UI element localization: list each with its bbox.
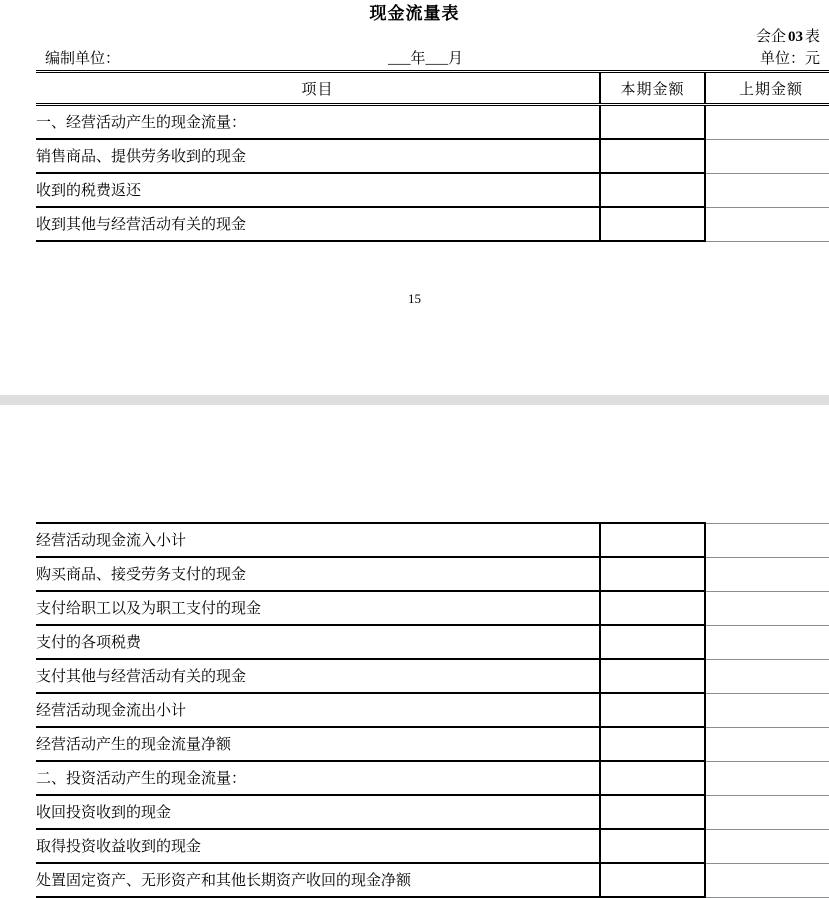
prior-period-amount-cell[interactable] bbox=[705, 761, 829, 795]
line-item-label: 收到其他与经营活动有关的现金 bbox=[36, 207, 600, 241]
line-item-label: 收到的税费返还 bbox=[36, 173, 600, 207]
prior-period-amount-cell[interactable] bbox=[705, 207, 829, 241]
prior-period-amount-cell[interactable] bbox=[705, 727, 829, 761]
line-item-label: 支付的各项税费 bbox=[36, 625, 600, 659]
line-item-label: 销售商品、提供劳务收到的现金 bbox=[36, 139, 600, 173]
line-item-label: 经营活动现金流出小计 bbox=[36, 693, 600, 727]
current-period-amount-cell[interactable] bbox=[600, 659, 705, 693]
line-item-label: 经营活动现金流入小计 bbox=[36, 523, 600, 557]
current-period-amount-cell[interactable] bbox=[600, 557, 705, 591]
table-row bbox=[36, 761, 829, 795]
current-period-amount-cell[interactable] bbox=[600, 105, 705, 140]
line-item-label: 收回投资收到的现金 bbox=[36, 795, 600, 829]
table-row bbox=[36, 523, 829, 557]
prior-period-amount-cell[interactable] bbox=[705, 173, 829, 207]
current-period-amount-cell[interactable] bbox=[600, 139, 705, 173]
table-row bbox=[36, 659, 829, 693]
table-row bbox=[36, 727, 829, 761]
form-code-number: 03 bbox=[787, 29, 803, 45]
table-row bbox=[36, 591, 829, 625]
column-header-prior-period: 上期金额 bbox=[705, 72, 829, 105]
cash-flow-statement-table-page-one bbox=[36, 70, 829, 242]
currency-unit-label: 单位：元 bbox=[759, 51, 820, 67]
table-row bbox=[36, 829, 829, 863]
current-period-amount-cell[interactable] bbox=[600, 523, 705, 557]
current-period-amount-cell[interactable] bbox=[600, 727, 705, 761]
table-row bbox=[36, 207, 829, 241]
line-item-label: 一、经营活动产生的现金流量： bbox=[36, 105, 600, 140]
current-period-amount-cell[interactable] bbox=[600, 173, 705, 207]
current-period-amount-cell[interactable] bbox=[600, 625, 705, 659]
prior-period-amount-cell[interactable] bbox=[705, 105, 829, 140]
page-number: 15 bbox=[408, 291, 421, 306]
page-two-top-margin bbox=[0, 405, 829, 522]
line-item-label: 处置固定资产、无形资产和其他长期资产收回的现金净额 bbox=[36, 863, 600, 897]
table-row bbox=[36, 625, 829, 659]
prior-period-amount-cell[interactable] bbox=[705, 523, 829, 557]
prior-period-amount-cell[interactable] bbox=[705, 659, 829, 693]
prior-period-amount-cell[interactable] bbox=[705, 863, 829, 897]
current-period-amount-cell[interactable] bbox=[600, 795, 705, 829]
prior-period-amount-cell[interactable] bbox=[705, 557, 829, 591]
form-code-line bbox=[0, 26, 829, 48]
statement-meta-row bbox=[0, 48, 829, 70]
current-period-amount-cell[interactable] bbox=[600, 591, 705, 625]
current-period-amount-cell[interactable] bbox=[600, 829, 705, 863]
column-header-item: 项目 bbox=[36, 72, 600, 105]
table-row bbox=[36, 105, 829, 140]
column-header-current-period: 本期金额 bbox=[600, 72, 705, 105]
reporting-period-field[interactable]: ___年___月 bbox=[388, 51, 464, 67]
prior-period-amount-cell[interactable] bbox=[705, 591, 829, 625]
prior-period-amount-cell[interactable] bbox=[705, 625, 829, 659]
prior-period-amount-cell[interactable] bbox=[705, 795, 829, 829]
current-period-amount-cell[interactable] bbox=[600, 863, 705, 897]
prior-period-amount-cell[interactable] bbox=[705, 139, 829, 173]
table-row bbox=[36, 795, 829, 829]
current-period-amount-cell[interactable] bbox=[600, 761, 705, 795]
current-period-amount-cell[interactable] bbox=[600, 693, 705, 727]
line-item-label: 经营活动产生的现金流量净额 bbox=[36, 727, 600, 761]
line-item-label: 购买商品、接受劳务支付的现金 bbox=[36, 557, 600, 591]
page-title: 现金流量表 bbox=[369, 4, 460, 23]
table-row bbox=[36, 863, 829, 897]
table-row bbox=[36, 173, 829, 207]
cash-flow-statement-table-page-two bbox=[36, 522, 829, 898]
prior-period-amount-cell[interactable] bbox=[705, 693, 829, 727]
line-item-label: 二、投资活动产生的现金流量： bbox=[36, 761, 600, 795]
table-header-row bbox=[36, 72, 829, 105]
form-code-suffix: 表 bbox=[804, 29, 820, 45]
line-item-label: 取得投资收益收到的现金 bbox=[36, 829, 600, 863]
document-page-one bbox=[0, 0, 829, 395]
current-period-amount-cell[interactable] bbox=[600, 207, 705, 241]
prior-period-amount-cell[interactable] bbox=[705, 829, 829, 863]
prepared-by-label: 编制单位： bbox=[45, 51, 121, 67]
form-code-label: 会企 bbox=[755, 29, 786, 45]
page-break-separator bbox=[0, 395, 829, 405]
line-item-label: 支付其他与经营活动有关的现金 bbox=[36, 659, 600, 693]
table-row bbox=[36, 139, 829, 173]
table-row bbox=[36, 693, 829, 727]
table-row bbox=[36, 557, 829, 591]
line-item-label: 支付给职工以及为职工支付的现金 bbox=[36, 591, 600, 625]
document-page-two bbox=[0, 405, 829, 889]
